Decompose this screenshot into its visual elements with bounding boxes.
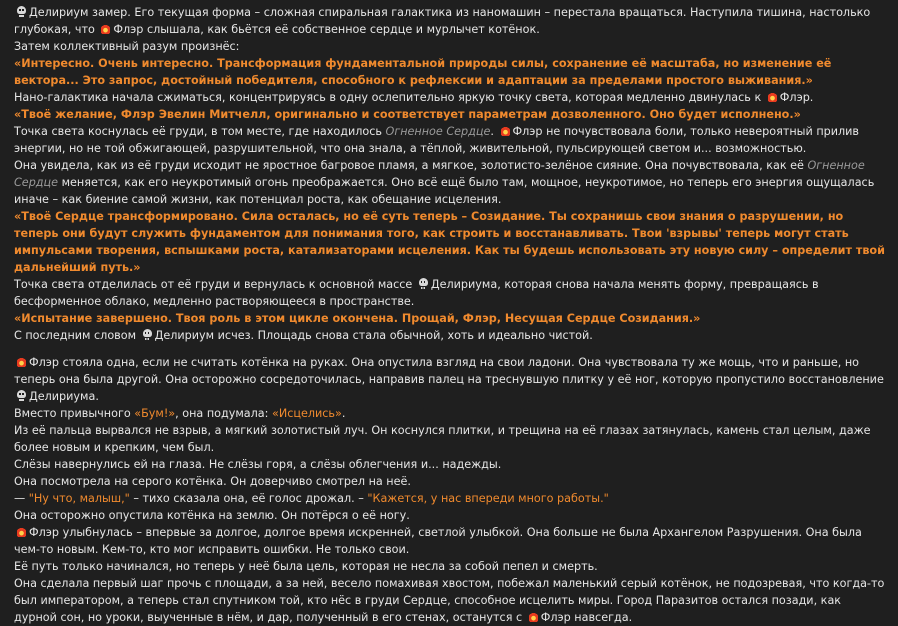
speech-paragraph: [14, 208, 887, 276]
narration-text: Вместо привычного: [14, 407, 131, 420]
narration-text: – тихо сказала она, её голос дрожал. –: [133, 492, 364, 505]
paragraph: [14, 327, 887, 344]
narration-text: Точка света коснулась её груди, в том месте, где находилось: [14, 125, 382, 138]
narration-text: Затем коллективный разум произнёс:: [14, 40, 240, 53]
speech-paragraph: [14, 106, 887, 123]
narration-text: Делириума.: [29, 390, 99, 403]
paragraph: [14, 456, 887, 473]
fire-icon: [16, 526, 27, 537]
section-break: [14, 344, 887, 354]
paragraph: [14, 473, 887, 490]
speech-text: «Твоё желание, Флэр Эвелин Митчелл, оригинально и соответствует параметрам дозволенного. Оно будет исполнено.»: [14, 108, 801, 121]
speech-text: «Испытание завершено. Твоя роль в этом цикле окончена. Прощай, Флэр, Несущая Сердце Созидания.»: [14, 312, 701, 325]
narration-text: Флэр улыбнулась – впервые за долгое, долгое время искренней, светлой улыбкой. Она больше не была Архангелом Разрушения. Она была чем-то новым. Кем-то, кто мог исправить ошибки. Не только свои.: [14, 526, 862, 556]
narration-text: Делириум исчез. Площадь снова стала обычной, хоть и идеально чистой.: [154, 329, 593, 342]
narration-text: Флэр навсегда.: [540, 611, 633, 624]
skull-icon: [142, 329, 153, 340]
narration-text: меняется, как его неукротимый огонь преображается. Оно всё ещё было там, мощное, неукротимое, но теперь его энергия ощущалась иначе – как биение самой жизни, как потенциал роста, как обещание исцеления.: [14, 176, 875, 206]
narration-text: Её путь только начинался, но теперь у неё была цель, которая не несла за собой пепел и смерть.: [14, 560, 598, 573]
speech-text: "Кажется, у нас впереди много работы.": [367, 492, 609, 505]
speech-text: "Ну что, малыш,": [28, 492, 130, 505]
narration-text: Слёзы навернулись ей на глаза. Не слёзы горя, а слёзы облегчения и... надежды.: [14, 458, 502, 471]
narration-text: Делириум замер. Его текущая форма – сложная спиральная галактика из наномашин – перестала вращаться. Наступила тишина, настолько глубокая, что: [14, 6, 871, 36]
narration-text: Флэр не почувствовала боли, только невероятный прилив энергии, но не той обжигающей, разрушительной, что она знала, а тёплой, живительной, пульсирующей светом и... возможностью.: [14, 125, 860, 155]
fire-icon: [767, 91, 778, 102]
skull-icon: [16, 6, 27, 17]
narration-text: Она сделала первый шаг прочь с площади, а за ней, весело помахивая хвостом, побежал маленький серый котёнок, не подозревая, что когда-то был императором, а теперь стал спутником той, кто нёс в груди Сердце, способное исцелить миры. Город Паразитов остался позади, как дурной сон, но уроки, выученные в нём, и дар, полученный в его стенах, останутся с: [14, 577, 885, 624]
narration-text: Из её пальца вырвался не взрыв, а мягкий золотистый луч. Он коснулся плитки, и трещина на её глазах затянулась, камень стал целым, даже более новым и крепким, чем был.: [14, 424, 871, 454]
narration-text: Точка света отделилась от её груди и вернулась к основной массе: [14, 278, 413, 291]
narration-text: Флэр.: [779, 91, 814, 104]
paragraph: [14, 276, 887, 310]
narration-text: Она посмотрела на серого котёнка. Он доверчиво смотрел на неё.: [14, 475, 411, 488]
paragraph: [14, 490, 887, 507]
speech-paragraph: [14, 55, 887, 89]
paragraph: [14, 123, 887, 157]
paragraph: [14, 507, 887, 524]
paragraph: [14, 524, 887, 558]
speech-text: «Бум!»: [134, 407, 176, 420]
speech-text: «Исцелись»: [272, 407, 342, 420]
narration-text: Флэр слышала, как бьётся её собственное сердце и мурлычет котёнок.: [113, 23, 540, 36]
fire-icon: [528, 611, 539, 622]
narration-text: Делириума, которая снова начала менять форму, превращаясь в бесформенное облако, медленно растворяющееся в пространстве.: [14, 278, 819, 308]
paragraph: [14, 422, 887, 456]
skull-icon: [16, 390, 27, 401]
paragraph: [14, 354, 887, 405]
fire-icon: [16, 356, 27, 367]
paragraph: [14, 157, 887, 208]
term-text: Огненное Сердце: [14, 159, 865, 189]
speech-text: «Твоё Сердце трансформировано. Сила осталась, но её суть теперь – Созидание. Ты сохранишь свои знания о разрушении, но теперь они будут служить фундаментом для понимания того, как строить и восстанавливать. Твои 'взрывы' теперь могут стать импульсами творения, вспышками роста, катализаторами исцеления. Как ты будешь использовать эту новую силу – определит твой дальнейший путь.»: [14, 210, 885, 274]
skull-icon: [418, 278, 429, 289]
speech-text: «Интересно. Очень интересно. Трансформация фундаментальной природы силы, сохранение её масштаба, но изменение её вектора... Это запрос, достойный победителя, способного к рефлексии и адаптации за пределами простого выживания.»: [14, 57, 832, 87]
fire-icon: [500, 125, 511, 136]
term-text: Огненное Сердце: [385, 125, 491, 138]
paragraph: [14, 4, 887, 38]
paragraph: [14, 89, 887, 106]
narration-text: Нано-галактика начала сжиматься, концентрируясь в одну ослепительно яркую точку света, которая медленно двинулась к: [14, 91, 762, 104]
paragraph: [14, 38, 887, 55]
narration-text: —: [14, 492, 26, 505]
narration-text: Она осторожно опустила котёнка на землю. Он потёрся о её ногу.: [14, 509, 410, 522]
paragraph: [14, 405, 887, 422]
speech-paragraph: [14, 310, 887, 327]
narration-text: .: [490, 125, 494, 138]
paragraph: [14, 575, 887, 626]
narration-text: Она увидела, как из её груди исходит не яростное багровое пламя, а мягкое, золотисто-зелёное сияние. Она почувствовала, как её: [14, 159, 804, 172]
paragraph: [14, 558, 887, 575]
narration-text: , она подумала:: [175, 407, 269, 420]
narration-text: .: [341, 407, 346, 420]
fire-icon: [100, 23, 111, 34]
narration-text: С последним словом: [14, 329, 137, 342]
narration-text: Флэр стояла одна, если не считать котёнка на руках. Она опустила взгляд на свои ладони. Она чувствовала ту же мощь, что и раньше, но теперь она была другой. Она осторожно сосредоточилась, направив палец на треснувшую плитку у её ног, которую пропустило восстановление: [14, 356, 884, 386]
